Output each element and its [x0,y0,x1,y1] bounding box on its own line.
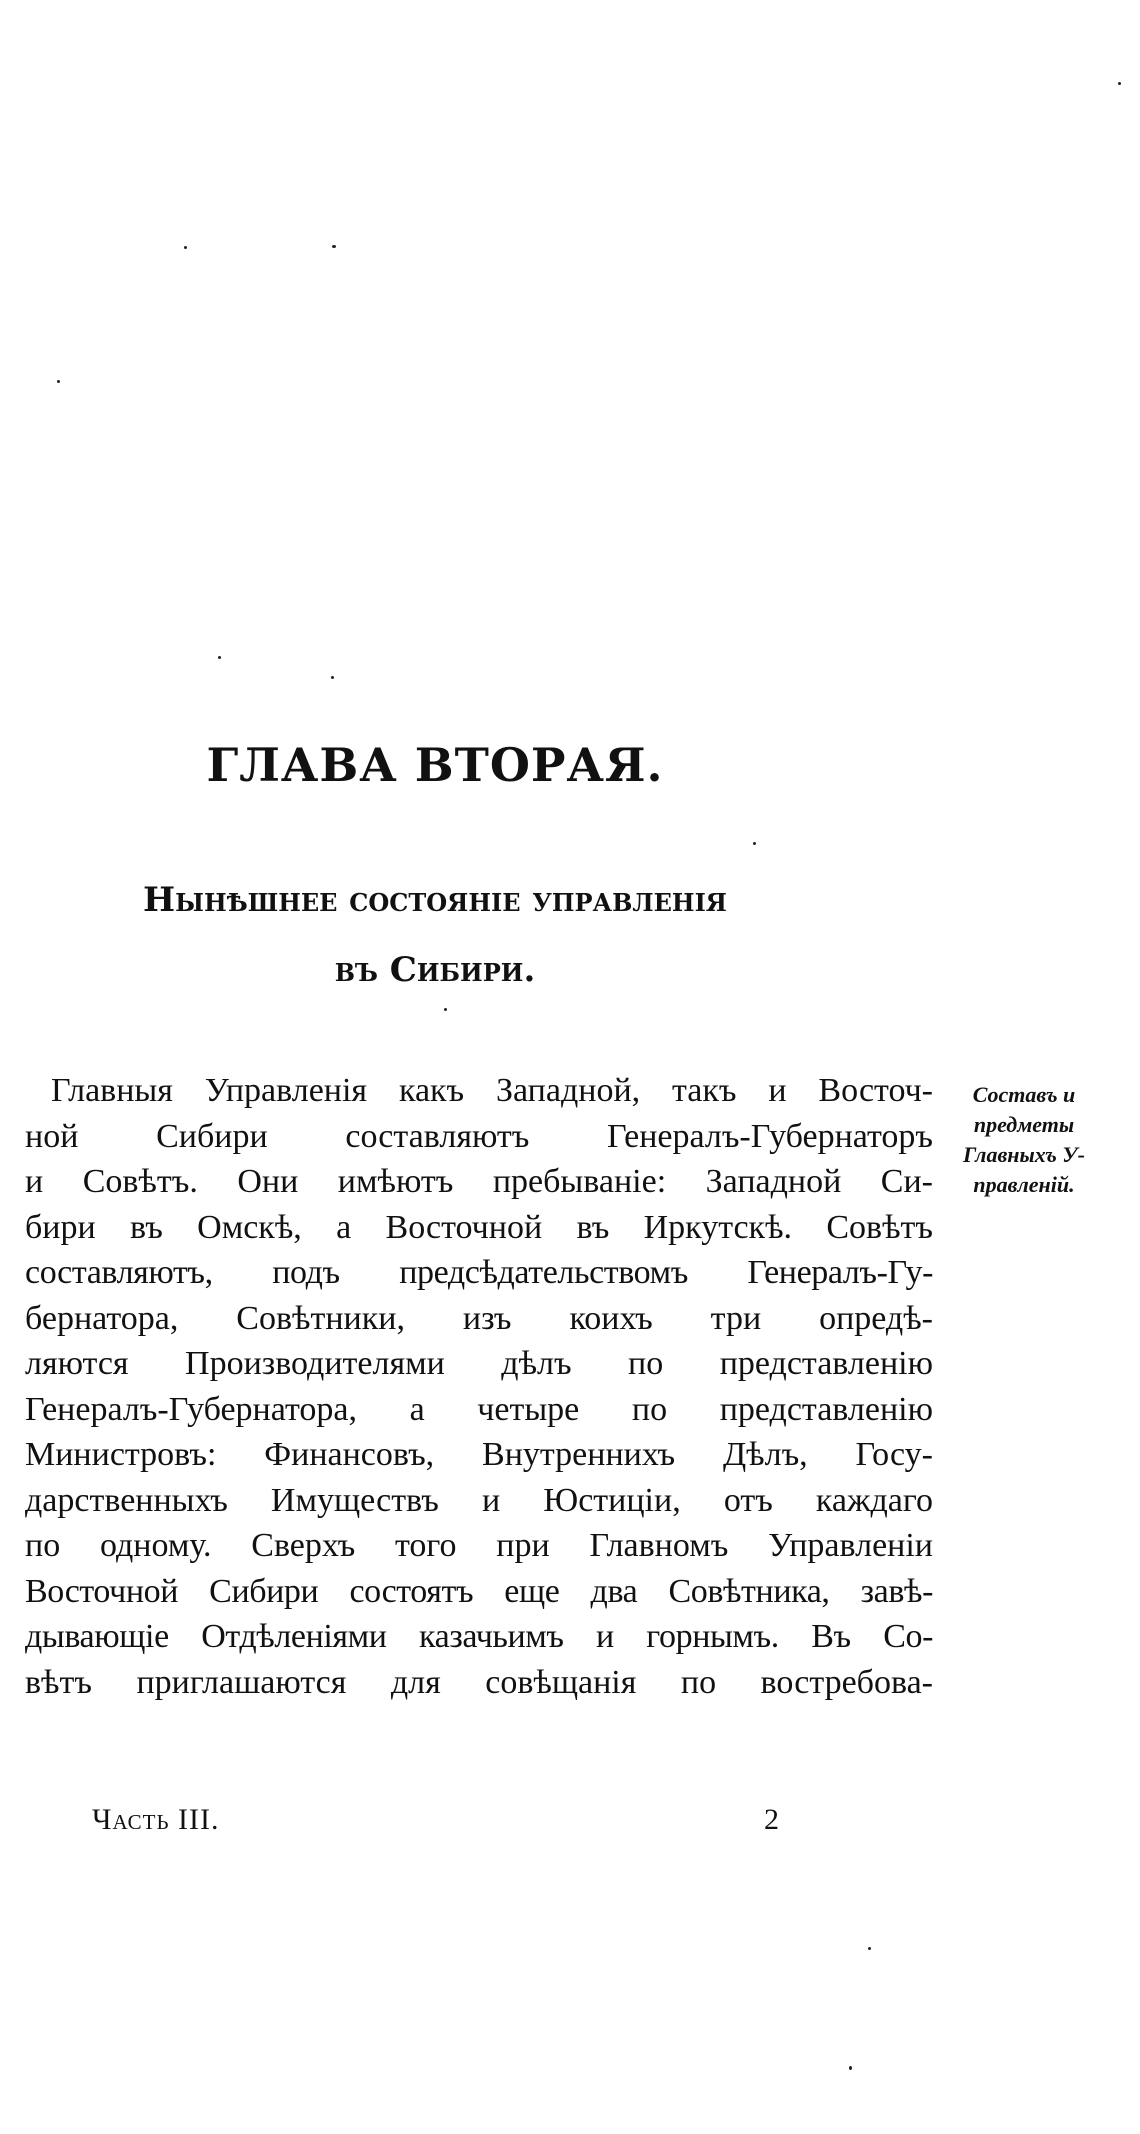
margin-note [944,1080,1104,1200]
body-line: составляютъ, подъ предсѣдательствомъ Генералъ-Гу- [25,1254,933,1291]
footer-part-label: Часть III. [92,1803,220,1836]
chapter-title: ГЛАВА ВТОРАЯ. [206,738,664,792]
body-line: бернатора, Совѣтники, изъ коихъ три опредѣ- [25,1299,933,1337]
body-line: по одному. Сверхъ того при Главномъ Управленіи [25,1527,933,1564]
body-line: и Совѣтъ. Они имѣютъ пребываніе: Западной Си- [25,1163,933,1200]
margin-note-line: правленій. [973,1172,1075,1197]
body-line: Восточной Сибири состоятъ еще два Совѣтника, завѣ- [25,1572,933,1610]
scan-speck [184,246,187,249]
footer-signature-mark: 2 [764,1803,779,1836]
scan-speck [753,842,756,845]
section-title-line-1: Нынѣшнее состояніе управленія [143,880,727,920]
scan-speck [332,245,336,248]
body-line: Министровъ: Финансовъ, Внутреннихъ Дѣлъ, Госу- [25,1436,933,1473]
body-line: Главныя Управленія какъ Западной, такъ и Восточ- [51,1072,933,1109]
body-line: ляются Производителями дѣлъ по представленію [25,1345,933,1382]
body-line: бири въ Омскѣ, а Восточной въ Иркутскѣ. Совѣтъ [25,1208,933,1246]
body-line: дывающіе Отдѣленіями казачьимъ и горнымъ. Въ Со- [25,1618,933,1655]
body-line: вѣтъ приглашаются для совѣщанія по востребова- [25,1663,933,1701]
margin-note-line: Главныхъ У- [963,1142,1085,1167]
scan-speck [218,656,221,659]
body-line: ной Сибири составляютъ Генералъ-Губернаторъ [25,1117,933,1155]
scan-speck [331,676,334,679]
scan-speck [1118,82,1121,85]
scan-speck [849,2066,852,2070]
scan-speck [444,1008,447,1011]
margin-note-line: предметы [973,1112,1075,1137]
body-line: дарственныхъ Имуществъ и Юстиціи, отъ каждаго [25,1481,933,1519]
scan-speck [868,1947,871,1950]
section-title-line-2: въ Сибири. [334,950,536,990]
body-paragraph [25,1068,933,1705]
scan-speck [57,380,60,383]
margin-note-line: Составъ и [972,1082,1076,1107]
body-line: Генералъ-Губернатора, а четыре по представленію [25,1390,933,1428]
